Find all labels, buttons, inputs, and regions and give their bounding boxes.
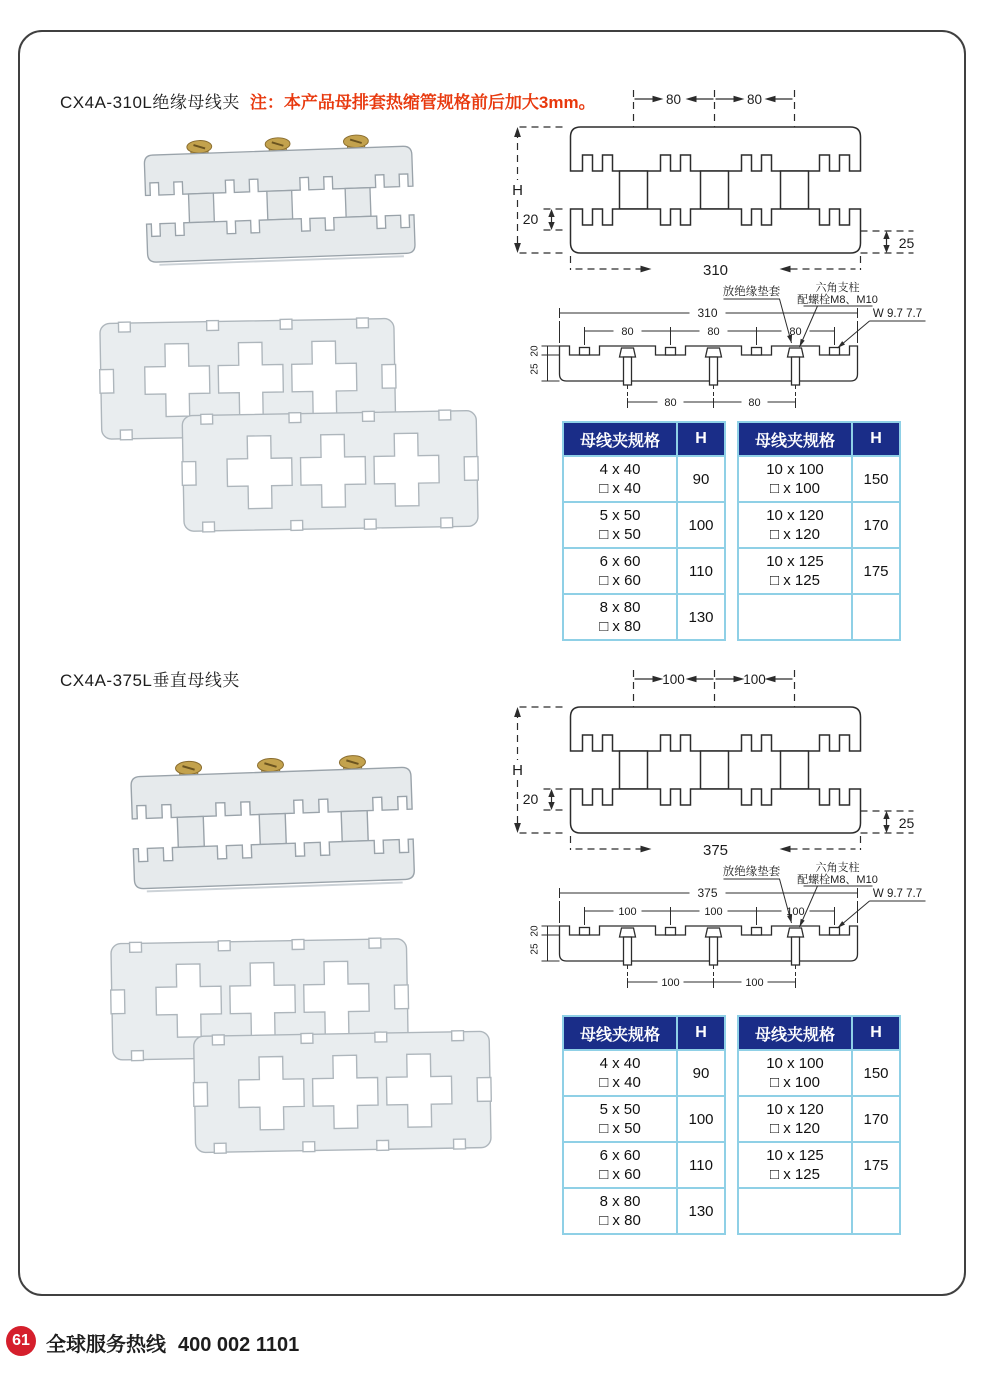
spec-cell: 5 x 50 □ x 50 [564, 503, 676, 547]
dim-20-label: 20 [522, 211, 539, 227]
section1-spec-tables [562, 421, 901, 641]
dim-pitch-label: 100 [786, 906, 805, 918]
h-cell: 175 [853, 1143, 899, 1187]
dim-pitch-label: 100 [704, 906, 723, 918]
section2-spec-tables [562, 1015, 901, 1235]
sleeve-callout-label: 放绝缘垫套 [722, 866, 781, 878]
h-cell [853, 1189, 899, 1233]
col-header-h: H [678, 423, 724, 455]
footer [0, 1322, 1000, 1362]
dim-25-label: 25 [529, 363, 541, 375]
pillar-callout-line1: 六角支柱 [815, 862, 860, 874]
dim-total-label: 375 [702, 842, 729, 859]
section-title: CX4A-375L垂直母线夹 [60, 671, 240, 690]
dim-h-label: H [512, 182, 523, 199]
pillar-callout-line1: 六角支柱 [815, 282, 860, 294]
spec-cell: 6 x 60 □ x 60 [564, 549, 676, 593]
dim-total-label: 310 [702, 262, 729, 279]
h-cell: 90 [678, 457, 724, 501]
dim-pitch-label: 80 [621, 326, 634, 338]
h-cell: 150 [853, 1051, 899, 1095]
section-title: CX4A-310L绝缘母线夹 [60, 93, 240, 112]
product-photo-plates [92, 308, 484, 640]
dim-pitch1-label: 80 [665, 92, 682, 107]
col-header-spec: 母线夹规格 [739, 1017, 851, 1049]
w-dim-label: W 9.7 7.7 [872, 888, 923, 900]
side-view-diagram [527, 281, 983, 421]
hotline-label: 全球服务热线 [46, 1334, 166, 1356]
h-cell: 130 [678, 595, 724, 639]
hotline-number: 400 002 1101 [178, 1334, 300, 1356]
dim-h-label: H [512, 762, 523, 779]
h-cell: 130 [678, 1189, 724, 1233]
w-dim-label: W 9.7 7.7 [872, 308, 923, 320]
dim-20-label: 20 [529, 345, 541, 357]
col-header-spec: 母线夹规格 [564, 423, 676, 455]
spec-cell [739, 595, 851, 639]
sleeve-callout-label: 放绝缘垫套 [722, 286, 781, 298]
dim-25-label: 25 [529, 943, 541, 955]
section2-title-row [60, 666, 250, 691]
side-view-diagram [527, 861, 983, 1001]
h-cell: 90 [678, 1051, 724, 1095]
spec-cell: 8 x 80 □ x 80 [564, 1189, 676, 1233]
h-cell: 175 [853, 549, 899, 593]
dim-25-label: 25 [898, 235, 915, 251]
dim-pitch-label: 80 [664, 397, 677, 409]
col-header-spec: 母线夹规格 [564, 1017, 676, 1049]
dim-pitch-label: 100 [618, 906, 637, 918]
spec-table-right [737, 1015, 901, 1235]
dim-25-label: 25 [898, 815, 915, 831]
spec-cell: 5 x 50 □ x 50 [564, 1097, 676, 1141]
spec-cell: 10 x 100 □ x 100 [739, 457, 851, 501]
dim-total-label: 310 [697, 306, 718, 320]
spec-cell: 4 x 40 □ x 40 [564, 1051, 676, 1095]
pillar-callout-line2: 配螺栓M8、M10 [797, 294, 878, 306]
spec-cell [739, 1189, 851, 1233]
front-view-diagram [503, 664, 979, 864]
h-cell: 150 [853, 457, 899, 501]
spec-cell: 10 x 120 □ x 120 [739, 503, 851, 547]
spec-cell: 10 x 120 □ x 120 [739, 1097, 851, 1141]
spec-cell: 10 x 100 □ x 100 [739, 1051, 851, 1095]
spec-table-right [737, 421, 901, 641]
col-header-h: H [678, 1017, 724, 1049]
dim-total-label: 375 [697, 886, 718, 900]
spec-cell: 10 x 125 □ x 125 [739, 1143, 851, 1187]
h-cell: 100 [678, 503, 724, 547]
dim-20-label: 20 [529, 925, 541, 937]
dim-pitch-label: 100 [661, 977, 680, 989]
dim-pitch-label: 80 [707, 326, 720, 338]
h-cell: 170 [853, 503, 899, 547]
page-number-badge: 61 [6, 1326, 36, 1356]
h-cell: 170 [853, 1097, 899, 1141]
h-cell: 100 [678, 1097, 724, 1141]
pillar-callout-line2: 配螺栓M8、M10 [797, 874, 878, 886]
dim-pitch-label: 80 [789, 326, 802, 338]
product-photo-assembled [112, 122, 448, 294]
dim-pitch-label: 100 [745, 977, 764, 989]
dim-20-label: 20 [522, 791, 539, 807]
h-cell [853, 595, 899, 639]
h-cell: 110 [678, 1143, 724, 1187]
dim-pitch1-label: 100 [662, 672, 685, 687]
col-header-h: H [853, 423, 899, 455]
spec-cell: 6 x 60 □ x 60 [564, 1143, 676, 1187]
spec-table-left [562, 1015, 726, 1235]
spec-cell: 8 x 80 □ x 80 [564, 595, 676, 639]
dim-pitch-label: 80 [748, 397, 761, 409]
product-photo-assembled [100, 742, 446, 922]
spec-cell: 4 x 40 □ x 40 [564, 457, 676, 501]
h-cell: 110 [678, 549, 724, 593]
dim-pitch2-label: 80 [746, 92, 763, 107]
spec-table-left [562, 421, 726, 641]
hotline [46, 1328, 299, 1357]
dim-pitch2-label: 100 [743, 672, 766, 687]
product-photo-plates [80, 930, 520, 1260]
section-note: 注：本产品母排套热缩管规格前后加大3mm。 [249, 93, 596, 112]
front-view-diagram [503, 84, 979, 284]
col-header-spec: 母线夹规格 [739, 423, 851, 455]
spec-cell: 10 x 125 □ x 125 [739, 549, 851, 593]
col-header-h: H [853, 1017, 899, 1049]
